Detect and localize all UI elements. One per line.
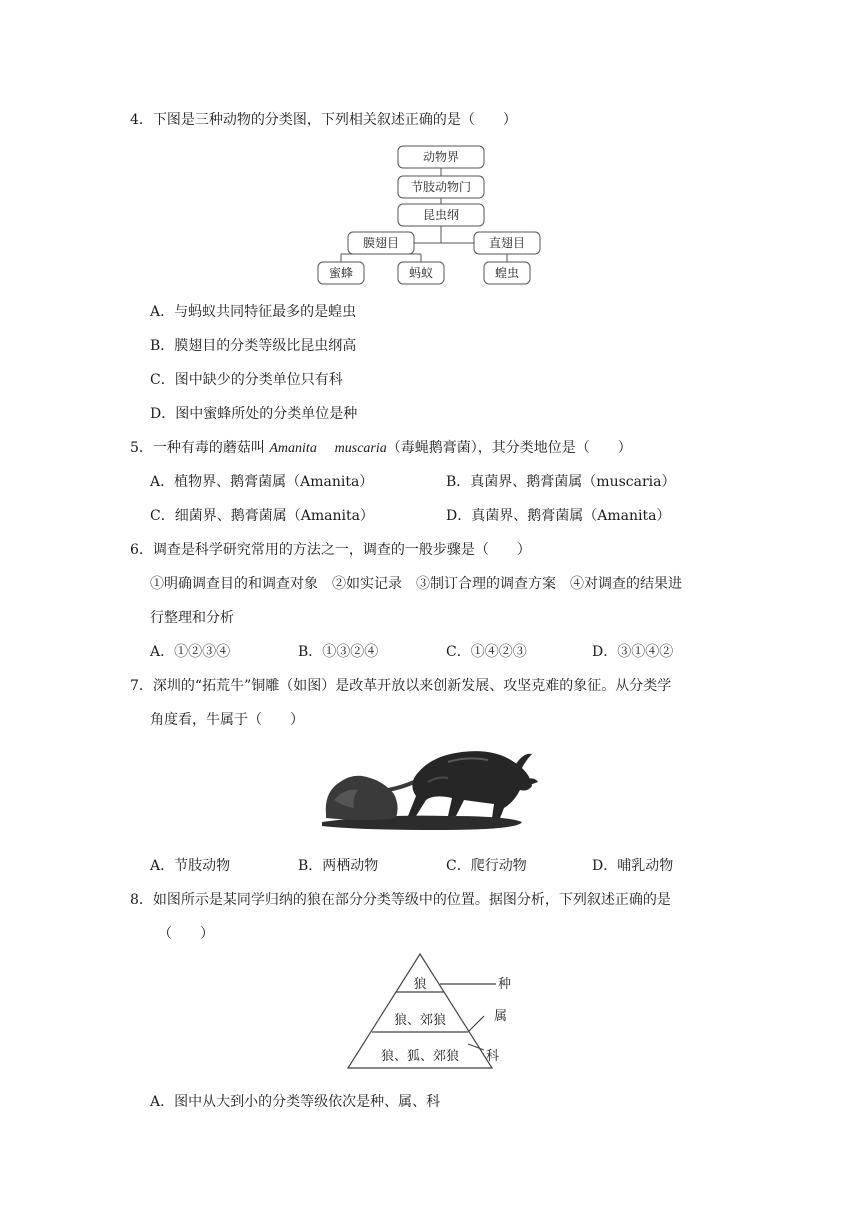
q6-option-a: A．①②③④ (150, 644, 231, 660)
diagram-order-right: 直翅目 (488, 236, 526, 250)
q5-stem-prefix: 5．一种有毒的蘑菇叫 (130, 440, 265, 456)
diagram-locust: 蝗虫 (494, 266, 520, 280)
q7-option-d: D．哺乳动物 (592, 858, 674, 874)
q5-species-italic: muscaria (334, 441, 387, 456)
q8-stem-line1: 8．如图所示是某同学归纳的狼在部分分类等级中的位置。据图分析，下列叙述正确的是 (130, 892, 671, 908)
q4-option-d: D．图中蜜蜂所处的分类单位是种 (150, 406, 358, 422)
q4-option-b: B．膜翅目的分类等级比昆虫纲高 (150, 338, 357, 354)
diagram-order-left: 膜翅目 (362, 236, 400, 250)
diagram-phylum: 节肢动物门 (410, 180, 472, 194)
pyramid-middle: 狼、郊狼 (393, 1013, 447, 1028)
q6-stem: 6．调查是科学研究常用的方法之一，调查的一般步骤是（ ） (130, 542, 531, 558)
q4-option-a: A．与蚂蚁共同特征最多的是蝗虫 (150, 304, 357, 320)
q5-option-c: C．细菌界、鹅膏菌属（Amanita） (150, 508, 374, 524)
bull-sculpture-image (318, 742, 542, 838)
q6-steps-line2: 行整理和分析 (150, 610, 234, 626)
q7-option-b: B．两栖动物 (298, 858, 379, 874)
diagram-class: 昆虫纲 (422, 208, 460, 222)
q6-option-c: C．①④②③ (446, 644, 527, 660)
q5-option-a: A．植物界、鹅膏菌属（Amanita） (150, 474, 374, 490)
q6-steps-line1: ①明确调查目的和调查对象 ②如实记录 ③制订合理的调查方案 ④对调查的结果进 (150, 576, 682, 592)
q5-option-b: B．真菌界、鹅膏菌属（muscaria） (446, 474, 676, 490)
taxonomy-pyramid (346, 950, 536, 1074)
q8-option-a: A．图中从大到小的分类等级依次是种、属、科 (150, 1094, 441, 1110)
pyramid-label-family: 科 (486, 1049, 500, 1064)
q5-stem-suffix: （毒蝇鹅膏菌），其分类地位是（ ） (386, 440, 632, 456)
diagram-bee: 蜜蜂 (328, 266, 354, 280)
pyramid-bottom: 狼、狐、郊狼 (380, 1049, 460, 1064)
pyramid-label-species: 种 (498, 977, 512, 992)
diagram-ant: 蚂蚁 (408, 266, 434, 280)
q4-stem: 4．下图是三种动物的分类图，下列相关叙述正确的是（ ） (130, 112, 517, 128)
q7-option-c: C．爬行动物 (446, 858, 527, 874)
q8-stem-line2: （ ） (158, 926, 214, 942)
q6-option-d: D．③①④② (592, 644, 674, 660)
q7-option-a: A．节肢动物 (150, 858, 231, 874)
classification-diagram (310, 140, 550, 290)
pyramid-top: 狼 (413, 977, 427, 992)
q6-option-b: B．①③②④ (298, 644, 379, 660)
pyramid-label-genus: 属 (494, 1009, 508, 1024)
q4-option-c: C．图中缺少的分类单位只有科 (150, 372, 343, 388)
diagram-kingdom: 动物界 (422, 150, 460, 164)
q5-stem (130, 438, 632, 459)
q5-option-d: D．真菌界、鹅膏菌属（Amanita） (446, 508, 671, 524)
q7-stem-line1: 7．深圳的“拓荒牛”铜雕（如图）是改革开放以来创新发展、攻坚克难的象征。从分类学 (130, 678, 672, 694)
q5-genus-italic: Amanita (269, 441, 317, 456)
q7-stem-line2: 角度看，牛属于（ ） (150, 712, 304, 728)
